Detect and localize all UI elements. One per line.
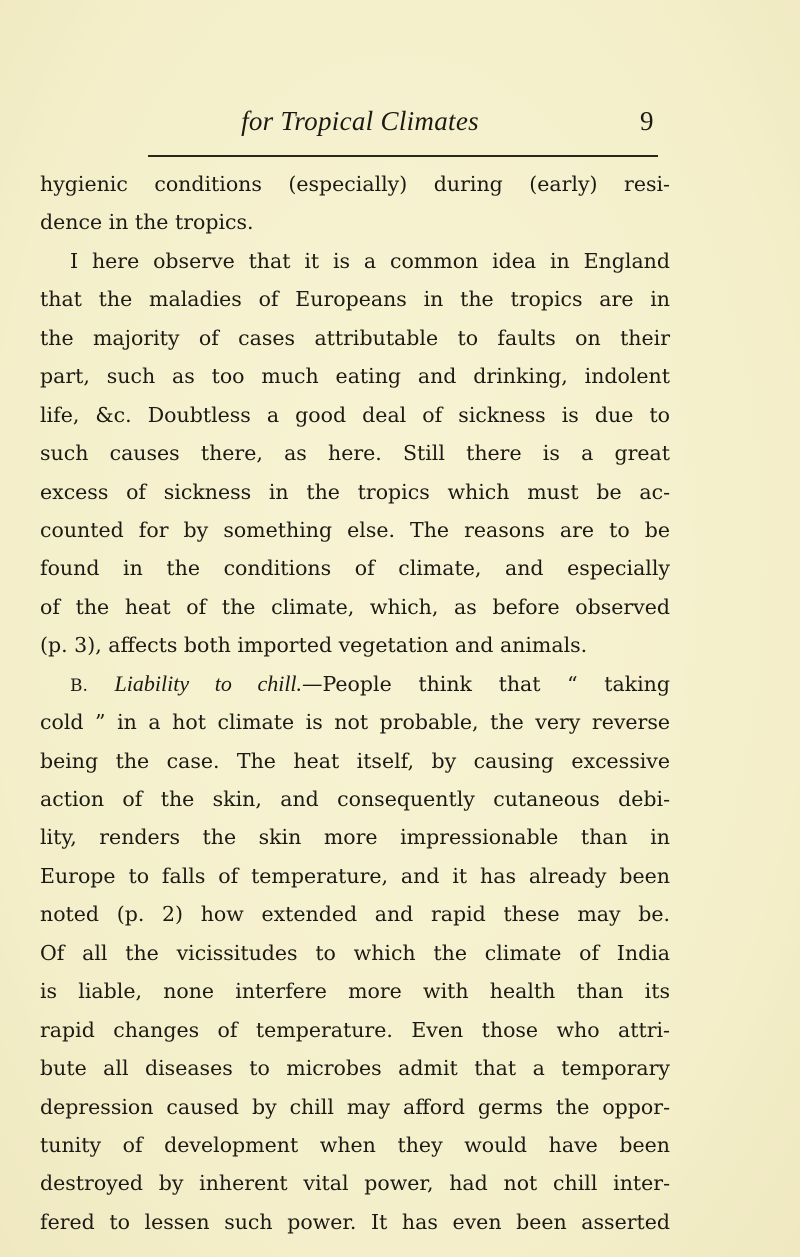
page-header [0,106,800,146]
text-line: dence in the tropics. [40,210,254,235]
text-line: part, such as too much eating and drinking, indolent [40,364,670,389]
paragraph-start-line: I here observe that it is a common idea in England [70,248,670,273]
text-line: fered to lessen such power. It has even been asserted [40,1209,670,1234]
text-line: hygienic conditions (especially) during (early) resi- [40,172,670,196]
text-line: depression caused by chill may afford germs the oppor- [40,1094,670,1119]
text-line: lity, renders the skin more impressionable than in [40,825,670,850]
section-title: Liability to chill. [114,670,303,696]
page-number: 9 [640,106,654,136]
text-line: found in the conditions of climate, and especially [40,556,670,581]
body-text [40,165,670,1241]
text-line: such causes there, as here. Still there is a great [40,441,670,466]
text-line: (p. 3), affects both imported vegetation and animals. [40,633,588,658]
text-line: bute all diseases to microbes admit that a temporary [40,1056,670,1081]
text-line: excess of sickness in the tropics which must be ac- [40,479,670,504]
text-line: action of the skin, and consequently cutaneous debi- [40,787,670,811]
text-line: rapid changes of temperature. Even those who attri- [40,1017,670,1042]
text-line: counted for by something else. The reasons are to be [40,517,670,542]
text-line: cold ” in a hot climate is not probable, the very reverse [40,710,670,735]
text-line: noted (p. 2) how extended and rapid these may be. [40,902,670,927]
text-line: being the case. The heat itself, by causing excessive [40,748,670,773]
text-line: Of all the vicissitudes to which the climate of India [40,940,670,965]
text-line: that the maladies of Europeans in the tropics are in [40,287,670,312]
text-line: tunity of development when they would have been [40,1132,670,1157]
section-b-heading-line [40,665,670,703]
text-line: is liable, none interfere more with health than its [40,979,670,1004]
section-marker: B. [70,675,88,696]
text-line: life, &c. Doubtless a good deal of sickness is due to [40,402,670,427]
text-line: destroyed by inherent vital power, had not chill inter- [40,1171,670,1196]
text-line: the majority of cases attributable to faults on their [40,325,670,350]
header-rule [148,155,658,157]
section-first-line-text: —People think that “ taking [302,671,670,696]
running-head: for Tropical Climates [241,106,479,136]
text-line: of the heat of the climate, which, as before observed [40,594,670,619]
text-line: Europe to falls of temperature, and it has already been [40,863,670,888]
